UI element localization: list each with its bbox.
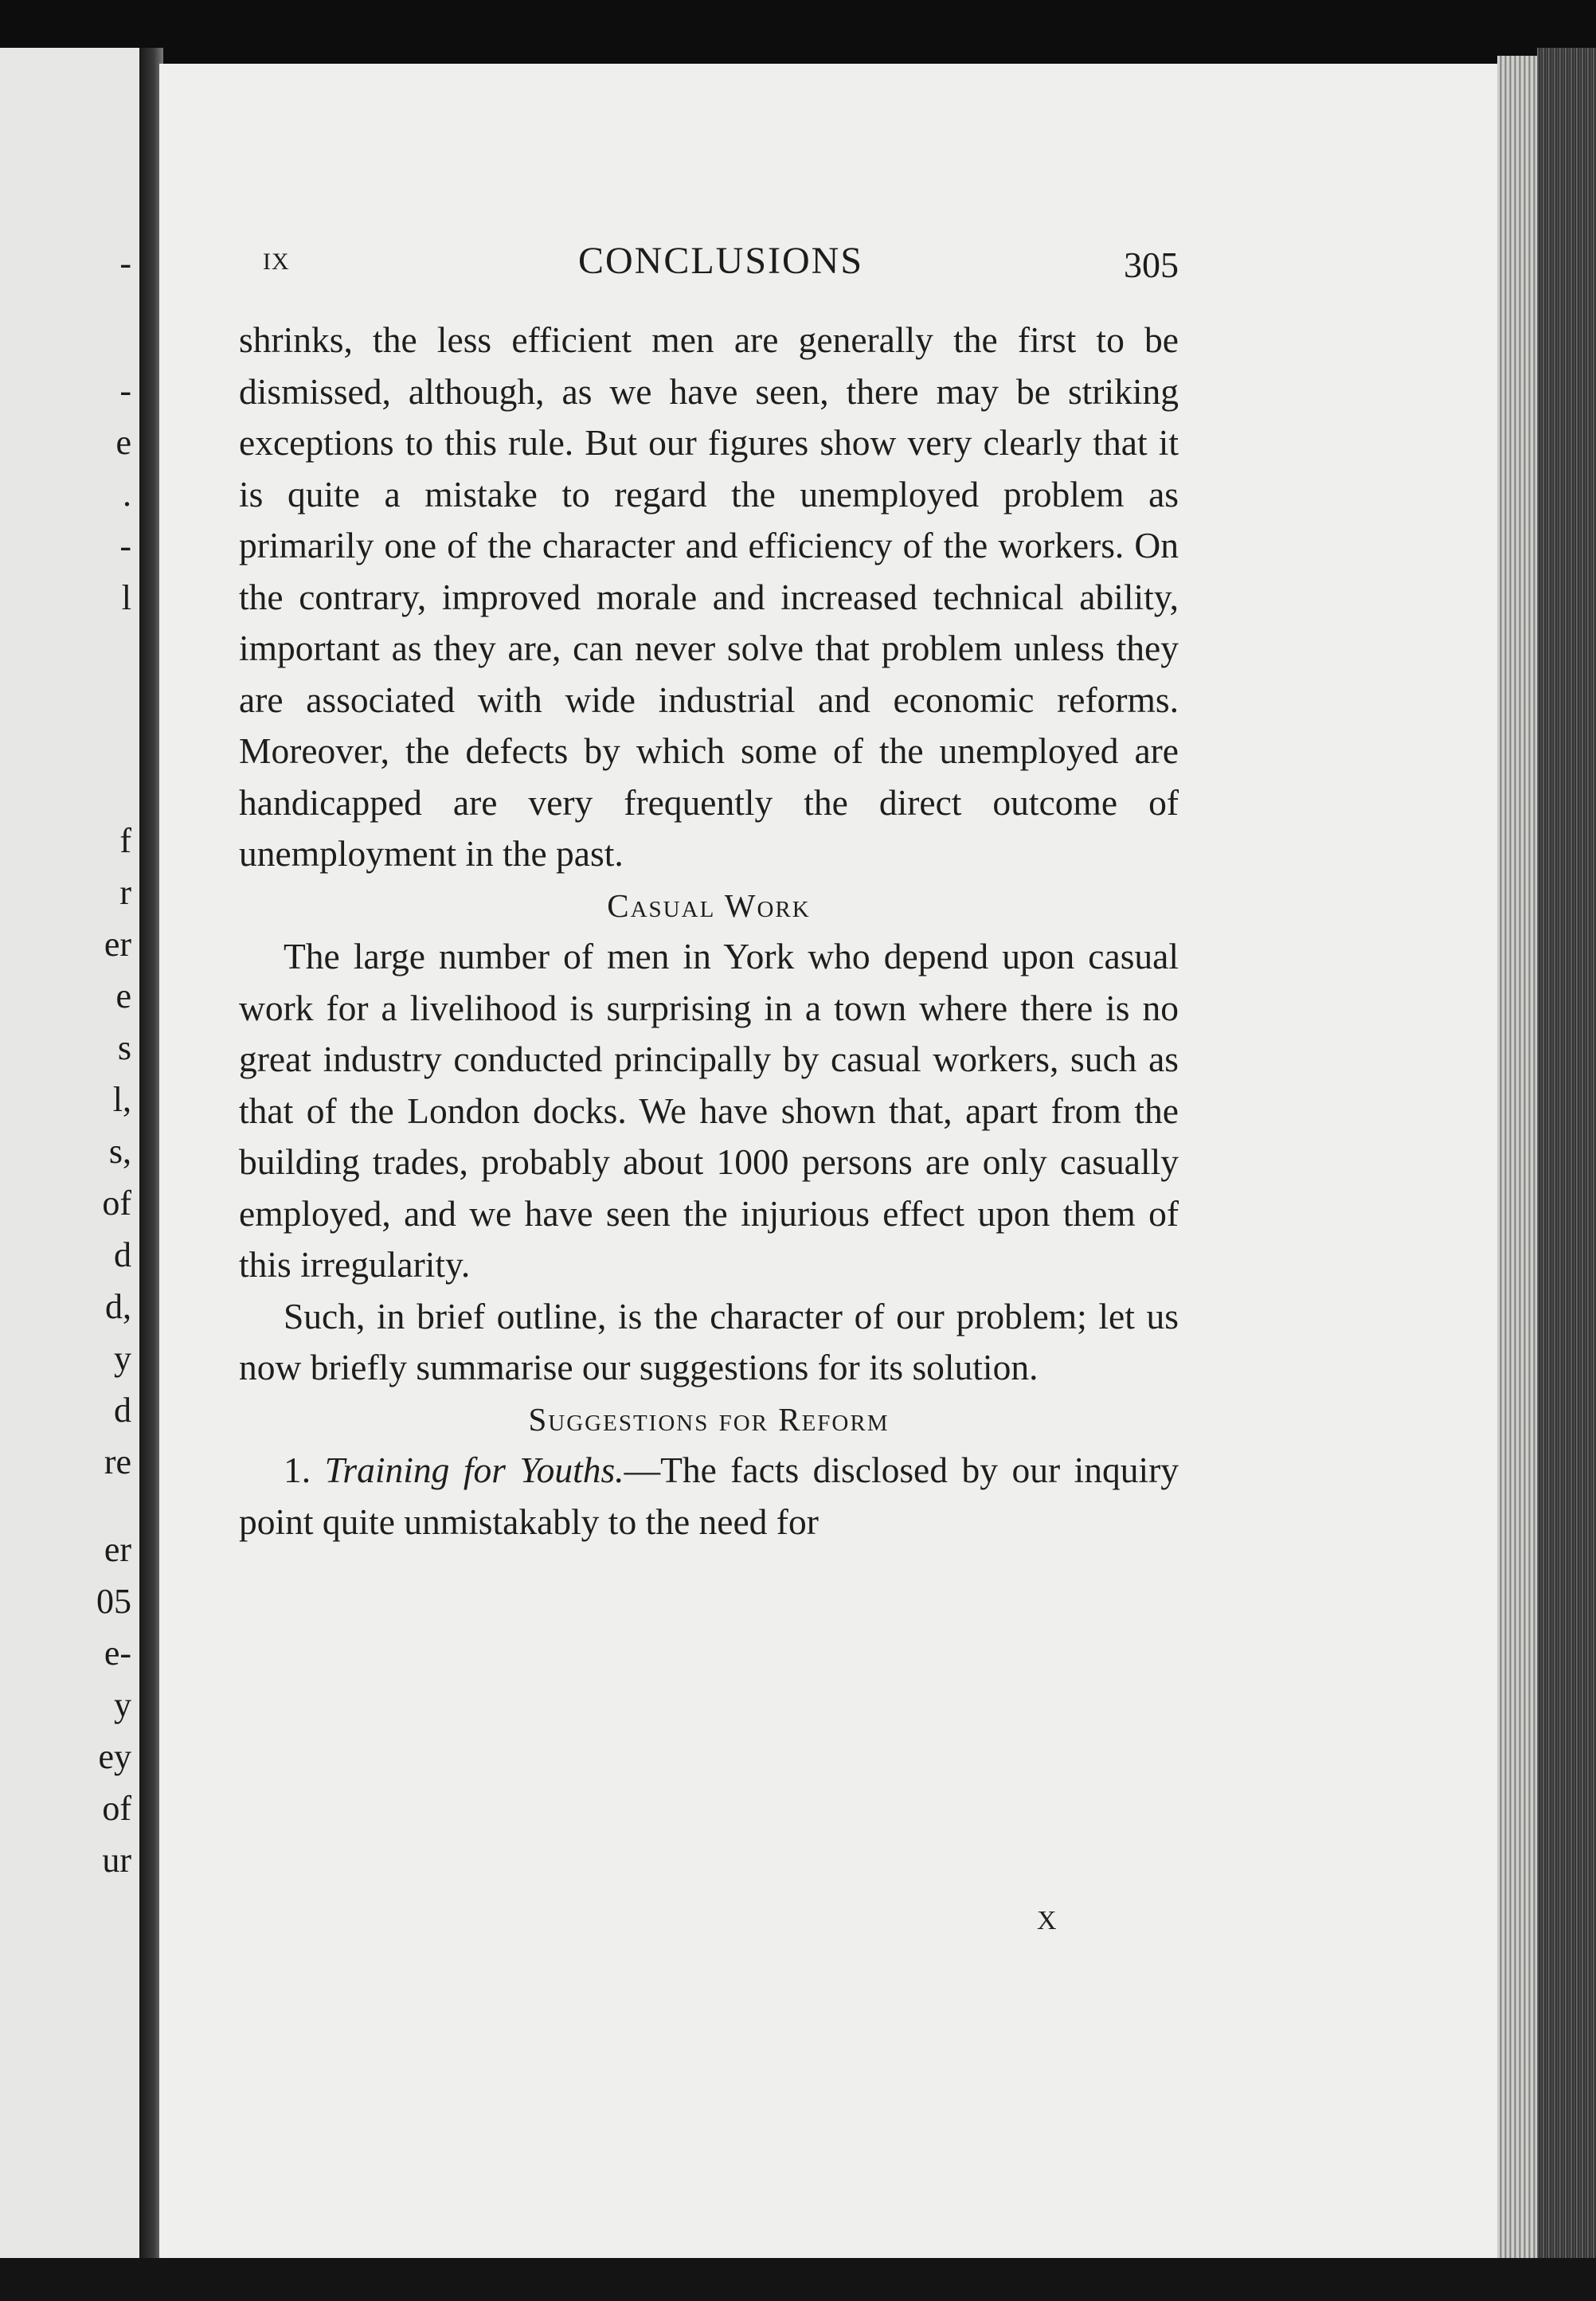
signature-mark: X — [1037, 1906, 1057, 1935]
running-head: CONCLUSIONS — [577, 240, 864, 282]
left-fragment: 05 — [96, 1582, 131, 1621]
left-fragment: of — [102, 1184, 131, 1223]
section-heading-casual-work: Casual Work — [607, 886, 811, 924]
left-fragment: d — [114, 1235, 131, 1274]
previous-page-text-fragments — [0, 48, 135, 2270]
chapter-number: IX — [263, 248, 290, 275]
left-fragment: s, — [108, 1132, 131, 1171]
paragraph-casual-work: The large number of men in York who depend upon casual work for a livelihood is surprising in a town where there is no great industry conducted principally by casual workers, such as that of the London docks. We have shown that, apart from the building trades, probably about 1000 persons are only casually employed, and we have seen the injurious effect upon them of this irregularity. — [239, 936, 1179, 1285]
left-fragment: d — [114, 1391, 131, 1430]
left-fragment: l — [121, 578, 131, 617]
scan-bottom-border — [0, 2258, 1596, 2301]
page-edges-dark — [1537, 48, 1596, 2278]
left-fragment: ey — [98, 1737, 131, 1776]
left-fragment: d, — [105, 1287, 131, 1326]
page-body — [239, 315, 1179, 1548]
left-fragment: l, — [112, 1080, 131, 1119]
left-fragment: s — [117, 1028, 131, 1067]
page-number: 305 — [1124, 245, 1179, 285]
left-fragment: e — [115, 976, 131, 1015]
left-fragment: e- — [104, 1634, 131, 1673]
left-fragment: of — [102, 1789, 131, 1828]
item-text: —The facts disclosed by our inquiry point quite unmistakably to the need for — [239, 1450, 1179, 1542]
left-fragment: - — [119, 244, 131, 283]
left-fragment: er — [104, 925, 131, 964]
left-fragment: - — [119, 526, 131, 565]
item-number: 1. — [284, 1450, 311, 1490]
left-fragment: . — [123, 475, 131, 514]
left-fragment: y — [114, 1339, 131, 1378]
item-title: Training for Youths. — [324, 1450, 624, 1490]
left-fragment: f — [119, 821, 131, 860]
left-fragment: r — [119, 873, 131, 912]
page-header — [263, 239, 1179, 287]
left-fragment: y — [114, 1685, 131, 1724]
left-fragment: er — [104, 1530, 131, 1569]
paragraph-training-for-youths — [239, 1445, 1179, 1548]
left-fragment: - — [119, 371, 131, 410]
paragraph-summary: Such, in brief outline, is the character of our problem; let us now briefly summarise our suggestions for its solution. — [239, 1295, 1179, 1387]
left-fragment: re — [104, 1442, 131, 1481]
left-fragment: ur — [102, 1841, 131, 1880]
paragraph-continuation: shrinks, the less efficient men are generally the first to be dismissed, although, as we have seen, there may be striking exceptions to this rule. But our figures show very clearly that it is quite a mistake to regard the unemployed problem as primarily one of the character and efficiency of the workers. On the contrary, improved morale and increased technical ability, important as they are, can never solve that problem unless they are associated with wide industrial and economic reforms. Moreover, the defects by which some of the unemployed are handicapped are very frequently the direct outcome of unemployment in the past. — [239, 319, 1179, 874]
section-heading-reform: Suggestions for Reform — [528, 1400, 890, 1438]
previous-page — [0, 48, 144, 2270]
left-fragment: e — [115, 423, 131, 462]
